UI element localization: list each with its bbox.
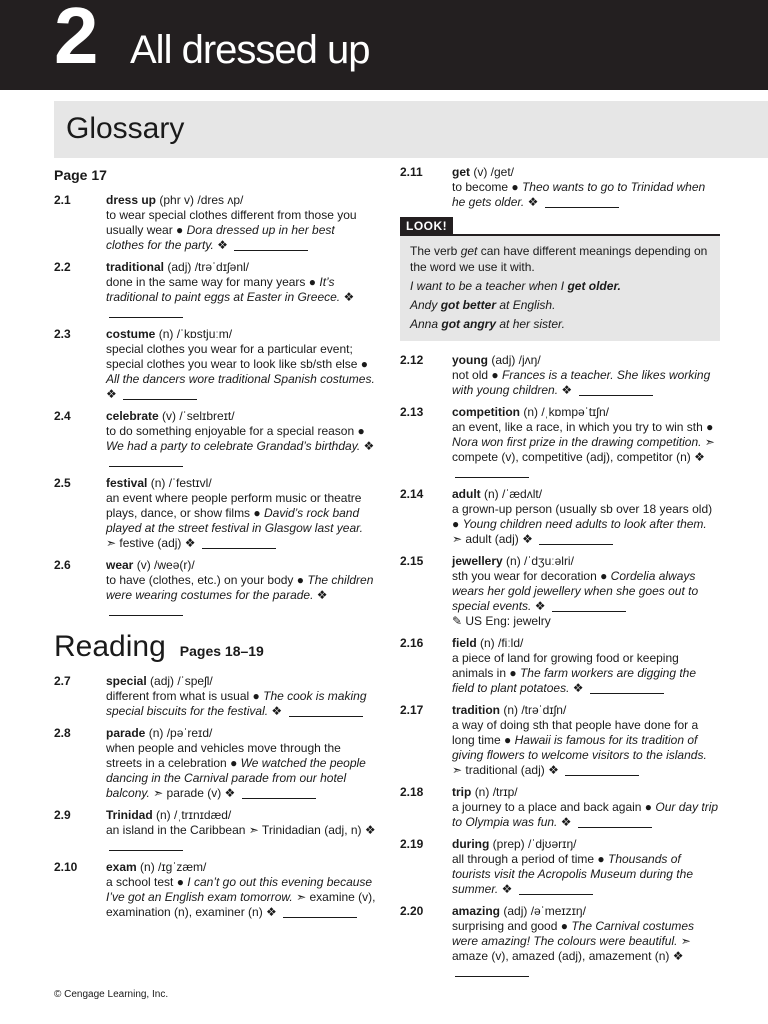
entry-text (452, 785, 720, 830)
glossary-entry (54, 260, 376, 320)
translation-blank[interactable] (123, 389, 197, 400)
look-intro-text: The verb (410, 244, 461, 258)
entry-definition: a piece of land for growing food or keeping animals in ● (452, 651, 679, 680)
entry-definition: to do something enjoyable for a special reason ● (106, 424, 365, 438)
entry-headword: competition (452, 405, 520, 419)
entry-grammar: (adj) /jʌŋ/ (491, 353, 541, 367)
entry-grammar: (n) /trəˈdɪʃn/ (503, 703, 567, 717)
entry-text (106, 476, 376, 551)
entry-grammar: (n) /ˈædʌlt/ (484, 487, 543, 501)
entry-number: 2.8 (54, 726, 71, 740)
look-label: LOOK! (400, 217, 453, 236)
look-intro (410, 243, 710, 275)
glossary-entry (400, 636, 720, 696)
unit-header-bar (0, 0, 768, 90)
translation-blank[interactable] (579, 385, 653, 396)
entry-text (106, 860, 376, 920)
entry-definition: surprising and good ● (452, 919, 572, 933)
look-intro-word: get (460, 244, 478, 258)
translation-blank[interactable] (519, 884, 593, 895)
entry-text (106, 674, 376, 719)
entry-headword: traditional (106, 260, 165, 274)
entry-derivatives: ❖ (498, 882, 516, 896)
entry-number: 2.18 (400, 785, 424, 799)
look-ex3-text-2: at her sister. (496, 317, 565, 331)
entry-headword: jewellery (452, 554, 503, 568)
glossary-title: Glossary (66, 112, 185, 145)
glossary-list-right (400, 353, 720, 979)
entry-definition: all through a period of time ● (452, 852, 608, 866)
glossary-entry (54, 674, 376, 719)
entry-headword: field (452, 636, 477, 650)
entry-number: 2.10 (54, 860, 78, 874)
glossary-entry (400, 554, 720, 629)
entry-grammar: (v) /weə(r)/ (136, 558, 195, 572)
entry-derivatives: ❖ (558, 383, 576, 397)
entry-number: 2.7 (54, 674, 71, 688)
entry-example: The cook is making special biscuits for the festival. (106, 689, 367, 718)
translation-blank[interactable] (455, 966, 529, 977)
entry-text (452, 405, 720, 480)
look-rule (453, 217, 720, 236)
entry-grammar: (n) /ˈfestɪvl/ (150, 476, 212, 490)
entry-text (106, 193, 376, 253)
entry-headword: adult (452, 487, 481, 501)
glossary-list-page17 (54, 193, 376, 618)
entry-grammar: (adj) /ˈspeʃl/ (150, 674, 213, 688)
entry-derivatives: ➣ parade (v) ❖ (149, 786, 239, 800)
entry-derivatives: ❖ (524, 195, 542, 209)
entry-derivatives: ❖ (313, 588, 328, 602)
entry-example: Young children need adults to look after them. (462, 517, 707, 531)
entry-text (452, 165, 720, 210)
entry-derivatives: ➣ festive (adj) ❖ (106, 536, 199, 550)
entry-text (106, 260, 376, 320)
translation-blank[interactable] (109, 840, 183, 851)
entry-number: 2.9 (54, 808, 71, 822)
entry-definition: to become ● (452, 180, 522, 194)
entry-number: 2.11 (400, 165, 423, 179)
look-example-1 (410, 278, 710, 294)
entry-grammar: (n) /pəˈreɪd/ (148, 726, 213, 740)
entry-grammar: (adj) /əˈmeɪzɪŋ/ (503, 904, 586, 918)
entry-definition: an event where people perform music or theatre plays, dance, or show films ● (106, 491, 362, 520)
glossary-list-right-top (400, 165, 720, 210)
translation-blank[interactable] (109, 605, 183, 616)
translation-blank[interactable] (202, 538, 276, 549)
glossary-entry (54, 558, 376, 618)
translation-blank[interactable] (552, 601, 626, 612)
entry-text (106, 327, 376, 402)
unit-title: All dressed up (130, 28, 370, 72)
look-ex1-bold: get older. (567, 279, 621, 293)
entry-number: 2.4 (54, 409, 71, 423)
translation-blank[interactable] (234, 240, 308, 251)
entry-text (106, 409, 376, 469)
glossary-entry (400, 405, 720, 480)
reading-heading (54, 630, 376, 664)
entry-example: Nora won first prize in the drawing competition. (452, 435, 702, 449)
entry-text (452, 904, 720, 979)
reading-title: Reading (54, 630, 166, 663)
entry-grammar: (phr v) /dres ʌp/ (159, 193, 244, 207)
look-header (400, 217, 720, 236)
entry-derivatives: ❖ (360, 439, 375, 453)
entry-example: Dora dressed up in her best clothes for the party. (106, 223, 335, 252)
entry-note: ✎ US Eng: jewelry (452, 614, 551, 628)
entry-example: Frances is a teacher. She likes working with young children. (452, 368, 711, 397)
entry-example: Hawaii is famous for its tradition of giving flowers to welcome visitors to the islands. (452, 733, 707, 762)
glossary-entry (54, 726, 376, 801)
entry-number: 2.6 (54, 558, 71, 572)
entry-definition: to have (clothes, etc.) on your body ● (106, 573, 308, 587)
entry-text (106, 726, 376, 801)
entry-derivatives: ➣ compete (v), competitive (adj), competitor (n) ❖ (452, 435, 715, 464)
copyright-footer: © Cengage Learning, Inc. (54, 989, 169, 1000)
entry-derivatives: ❖ (557, 815, 575, 829)
entry-headword: tradition (452, 703, 500, 717)
look-intro-text-2: can have different meanings depending on the word we use it with. (410, 244, 708, 274)
glossary-entry (400, 703, 720, 778)
translation-blank[interactable] (242, 788, 316, 799)
glossary-banner (54, 101, 768, 158)
entry-grammar: (v) /get/ (473, 165, 515, 179)
entry-definition: a school test ● (106, 875, 188, 889)
entry-definition: done in the same way for many years ● (106, 275, 320, 289)
entry-definition: different from what is usual ● (106, 689, 264, 703)
entry-definition: a grown-up person (usually sb over 18 years old) ● (452, 502, 713, 531)
entry-headword: Trinidad (106, 808, 153, 822)
entry-example: I can’t go out this evening because I’ve got an English exam tomorrow. (106, 875, 373, 904)
entry-number: 2.16 (400, 636, 424, 650)
entry-text (452, 487, 720, 547)
entry-grammar: (n) /ˈdʒuːəlri/ (506, 554, 574, 568)
entry-number: 2.2 (54, 260, 71, 274)
translation-blank[interactable] (578, 817, 652, 828)
entry-headword: special (106, 674, 147, 688)
entry-headword: festival (106, 476, 148, 490)
entry-example: David’s rock band played at the street festival in Glasgow last year. (106, 506, 364, 535)
entry-example: The farm workers are digging the field to plant potatoes. (452, 666, 697, 695)
translation-blank[interactable] (590, 683, 664, 694)
entry-headword: dress up (106, 193, 157, 207)
glossary-entry (54, 193, 376, 253)
entry-headword: get (452, 165, 470, 179)
entry-text (106, 558, 376, 618)
entry-definition: an island in the Caribbean ➣ Trinidadian (adj, n) ❖ (106, 823, 376, 837)
glossary-list-reading (54, 674, 376, 920)
look-body (400, 236, 720, 341)
entry-example: We had a party to celebrate Grandad’s birthday. (106, 439, 361, 453)
entry-derivatives: ❖ (340, 290, 355, 304)
entry-headword: wear (106, 558, 134, 572)
entry-definition: a journey to a place and back again ● (452, 800, 656, 814)
entry-headword: during (452, 837, 490, 851)
entry-derivatives: ❖ (213, 238, 232, 252)
look-ex2-text-2: at English. (496, 298, 556, 312)
entry-derivatives: ❖ (569, 681, 587, 695)
entry-headword: costume (106, 327, 156, 341)
entry-number: 2.17 (400, 703, 424, 717)
entry-grammar: (n) /trɪp/ (474, 785, 518, 799)
reading-pages: Pages 18–19 (179, 643, 264, 659)
translation-blank[interactable] (109, 307, 183, 318)
glossary-entry (54, 409, 376, 469)
glossary-entry (54, 476, 376, 551)
entry-derivatives: ❖ (531, 599, 549, 613)
entry-example: Our day trip to Olympia was fun. (452, 800, 719, 829)
translation-blank[interactable] (565, 765, 639, 776)
entry-derivatives: ❖ (268, 704, 286, 718)
entry-example: The children were wearing costumes for the parade. (106, 573, 374, 602)
entry-grammar: (n) /ˈkɒstjuːm/ (158, 327, 233, 341)
translation-blank[interactable] (109, 456, 183, 467)
look-ex2-bold: got better (440, 298, 497, 312)
entry-definition: not old ● (452, 368, 502, 382)
glossary-entry (400, 904, 720, 979)
right-column (400, 165, 720, 986)
entry-headword: young (452, 353, 488, 367)
translation-blank[interactable] (539, 534, 613, 545)
entry-derivatives: ➣ amaze (v), amazed (adj), amazement (n) ❖ (452, 934, 691, 963)
entry-example: All the dancers wore traditional Spanish costumes. (106, 372, 375, 386)
look-ex1-text: I want to be a teacher when I (410, 279, 568, 293)
look-ex3-text: Anna (410, 317, 442, 331)
entry-derivatives: ❖ (106, 387, 121, 401)
entry-number: 2.3 (54, 327, 71, 341)
glossary-entry (54, 327, 376, 402)
entry-number: 2.15 (400, 554, 424, 568)
entry-number: 2.1 (54, 193, 71, 207)
glossary-entry (400, 837, 720, 897)
entry-example: Cordelia always wears her gold jewellery when she goes out to special events. (452, 569, 699, 613)
entry-definition: an event, like a race, in which you try to win sth ● (452, 420, 714, 434)
page-label: Page 17 (54, 167, 107, 183)
translation-blank[interactable] (283, 907, 357, 918)
glossary-entry (54, 808, 376, 853)
entry-definition: to wear special clothes different from those you usually wear ● (106, 208, 357, 237)
look-example-2 (410, 297, 710, 313)
look-ex2-text: Andy (410, 298, 441, 312)
entry-number: 2.12 (400, 353, 424, 367)
entry-number: 2.14 (400, 487, 424, 501)
entry-number: 2.13 (400, 405, 424, 419)
entry-definition: a way of doing sth that people have done for a long time ● (452, 718, 699, 747)
entry-grammar: (n) /ɪgˈzæm/ (140, 860, 207, 874)
glossary-entry (400, 487, 720, 547)
entry-derivatives: ➣ traditional (adj) ❖ (452, 763, 563, 777)
entry-grammar: (n) /ˌtrɪnɪdæd/ (156, 808, 232, 822)
entry-example: Thousands of tourists visit the Acropolis Museum during the summer. (452, 852, 693, 896)
entry-text (452, 353, 720, 398)
entry-headword: trip (452, 785, 472, 799)
look-ex3-bold: got angry (441, 317, 497, 331)
entry-example: The Carnival costumes were amazing! The colours were beautiful. (452, 919, 695, 948)
entry-derivatives: ➣ examine (v), examination (n), examiner (n) ❖ (106, 890, 376, 919)
entry-example: We watched the people dancing in the Carnival parade from our hotel balcony. (106, 756, 366, 800)
entry-text (452, 636, 720, 696)
entry-grammar: (v) /ˈselɪbreɪt/ (162, 409, 235, 423)
entry-grammar: (n) /fiːld/ (480, 636, 524, 650)
unit-number: 2 (54, 0, 97, 80)
entry-definition: sth you wear for decoration ● (452, 569, 611, 583)
look-example-3 (410, 316, 710, 332)
entry-definition: special clothes you wear for a particular event; special clothes you wear to look like sb/sth else ● (106, 342, 369, 371)
glossary-entry (400, 353, 720, 398)
entry-headword: exam (106, 860, 137, 874)
entry-example: It’s traditional to paint eggs at Easter in Greece. (106, 275, 341, 304)
entry-headword: amazing (452, 904, 501, 918)
entry-number: 2.20 (400, 904, 424, 918)
entry-number: 2.5 (54, 476, 71, 490)
entry-text (106, 808, 376, 853)
left-column (54, 165, 376, 927)
entry-text (452, 837, 720, 897)
translation-blank[interactable] (289, 706, 363, 717)
entry-grammar: (adj) /trəˈdɪʃənl/ (167, 260, 249, 274)
glossary-entry (400, 785, 720, 830)
glossary-entry (400, 165, 720, 210)
entry-grammar: (prep) /ˈdjʊərɪŋ/ (492, 837, 577, 851)
entry-grammar: (n) /ˌkɒmpəˈtɪʃn/ (523, 405, 609, 419)
look-box (400, 217, 720, 341)
entry-number: 2.19 (400, 837, 424, 851)
entry-headword: parade (106, 726, 146, 740)
entry-text (452, 554, 720, 629)
entry-headword: celebrate (106, 409, 159, 423)
entry-definition: when people and vehicles move through the streets in a celebration ● (106, 741, 341, 770)
translation-blank[interactable] (545, 197, 619, 208)
glossary-entry (54, 860, 376, 920)
entry-text (452, 703, 720, 778)
translation-blank[interactable] (455, 467, 529, 478)
entry-derivatives: ➣ adult (adj) ❖ (452, 532, 537, 546)
entry-example: Theo wants to go to Trinidad when he gets older. (452, 180, 706, 209)
